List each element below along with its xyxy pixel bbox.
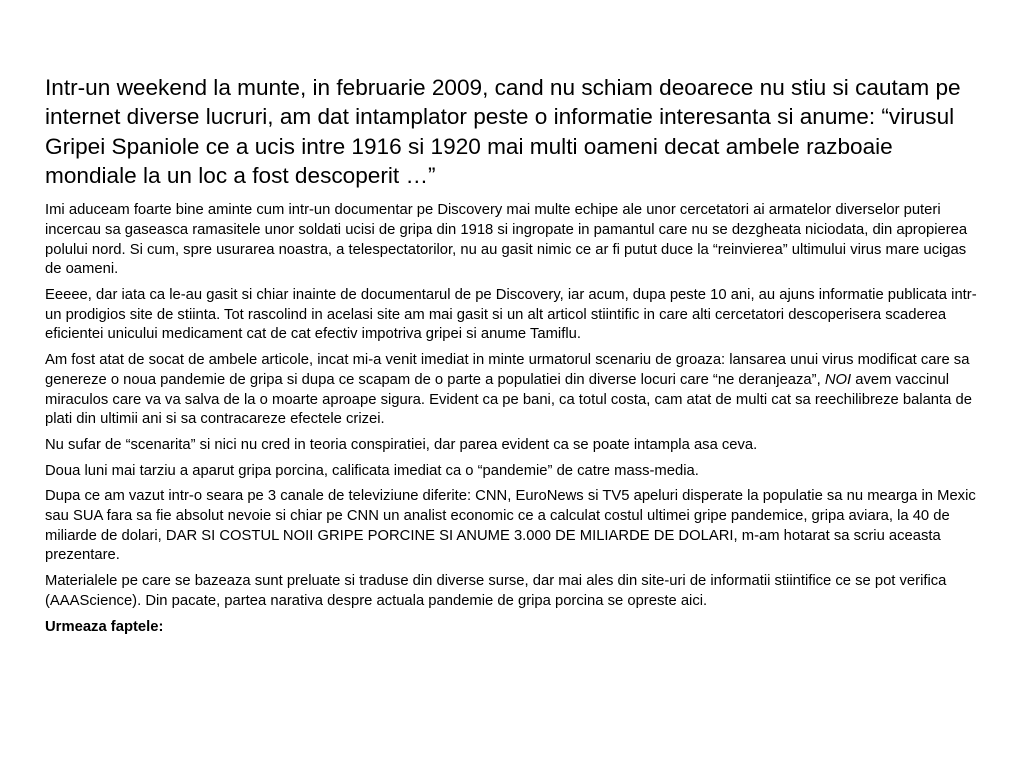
paragraph-conspiracy: Nu sufar de “scenarita” si nici nu cred in teoria conspiratiei, dar parea evident ca se poate intampla asa ceva.: [45, 436, 758, 453]
closing-heading: Urmeaza faptele:: [45, 618, 164, 635]
paragraph-scenario-part-2: avem vaccinul miraculos care va va salva de la o moarte aproape sigura. Evident ca pe bani, ca totul costa, cam atat de multi cat sa reechilibreze balanta de plati din ultimii ani si sa contracareze efectele crizei.: [45, 371, 972, 428]
paragraph-tamiflu: Eeeee, dar iata ca le-au gasit si chiar inainte de documentarul de pe Discovery, iar acum, dupa peste 10 ani, au ajuns informatie publicata intr-un prodigios site de stiinta. Tot rascolind in acelasi site am mai gasit si un alt articol stiintific in care alti cercetatori descoperisera scaderea eficientei unicului medicament cat de cat efectiv impotriva gripei si anume Tamiflu.: [45, 287, 977, 343]
paragraph-tv-channels: Dupa ce am vazut intr-o seara pe 3 canale de televiziune diferite: CNN, EuroNews si TV5 apeluri disperate la populatie sa nu mearga in Mexic sau SUA fara sa fie absolut nevoie si chiar pe CNN un analist economic ce a calculat costul ultimei gripe pandemice, gripa aviara, la 40 de miliarde de dolari, DAR SI COSTUL NOII GRIPE PORCINE SI ANUME 3.000 DE MILIARDE DE DOLARI, m-am hotarat sa scriu aceasta prezentare.: [45, 488, 976, 564]
slide-content: [45, 73, 980, 637]
paragraph-scenario: [45, 351, 980, 430]
lead-paragraph: Intr-un weekend la munte, in februarie 2009, cand nu schiam deoarece nu stiu si cautam pe internet diverse lucruri, am dat intamplator peste o informatie interesanta si anume: “virusul Gripei Spaniole ce a ucis intre 1916 si 1920 mai multi oameni decat ambele razboaie mondiale la un loc a fost descoperit …”: [45, 75, 961, 188]
paragraph-swine-flu: Doua luni mai tarziu a aparut gripa porcina, calificata imediat ca o “pandemie” de catre mass-media.: [45, 462, 699, 479]
paragraph-discovery-documentary: Imi aduceam foarte bine aminte cum intr-un documentar pe Discovery mai multe echipe ale unor cercetatori ai armatelor diverselor puteri incercau sa gaseasca ramasitele unor soldati ucisi de gripa din 1918 si ingropate in pamantul care nu se dezgheata niciodata, din apropierea polului nord. Si cum, spre usurarea noastra, a telespectatorilor, nu au gasit nimic ce ar fi putut duce la “reinvierea” ultimului virus mare ucigas de oameni.: [45, 202, 968, 278]
paragraph-sources: Materialele pe care se bazeaza sunt preluate si traduse din diverse surse, dar mai ales din site-uri de informatii stiintifice ce se pot verifica (AAAScience). Din pacate, partea narativa despre actuala pandemie de gripa porcina se opreste aici.: [45, 573, 947, 609]
emphasis-noi: NOI: [824, 371, 852, 388]
paragraph-scenario-part-1: Am fost atat de socat de ambele articole, incat mi-a venit imediat in minte urmatorul scenariu de groaza: lansarea unui virus modificat care sa genereze o noua pandemie de gripa si dupa ce scapam de o parte a populatiei din diverse locuri care “ne deranjeaza”,: [45, 352, 970, 388]
